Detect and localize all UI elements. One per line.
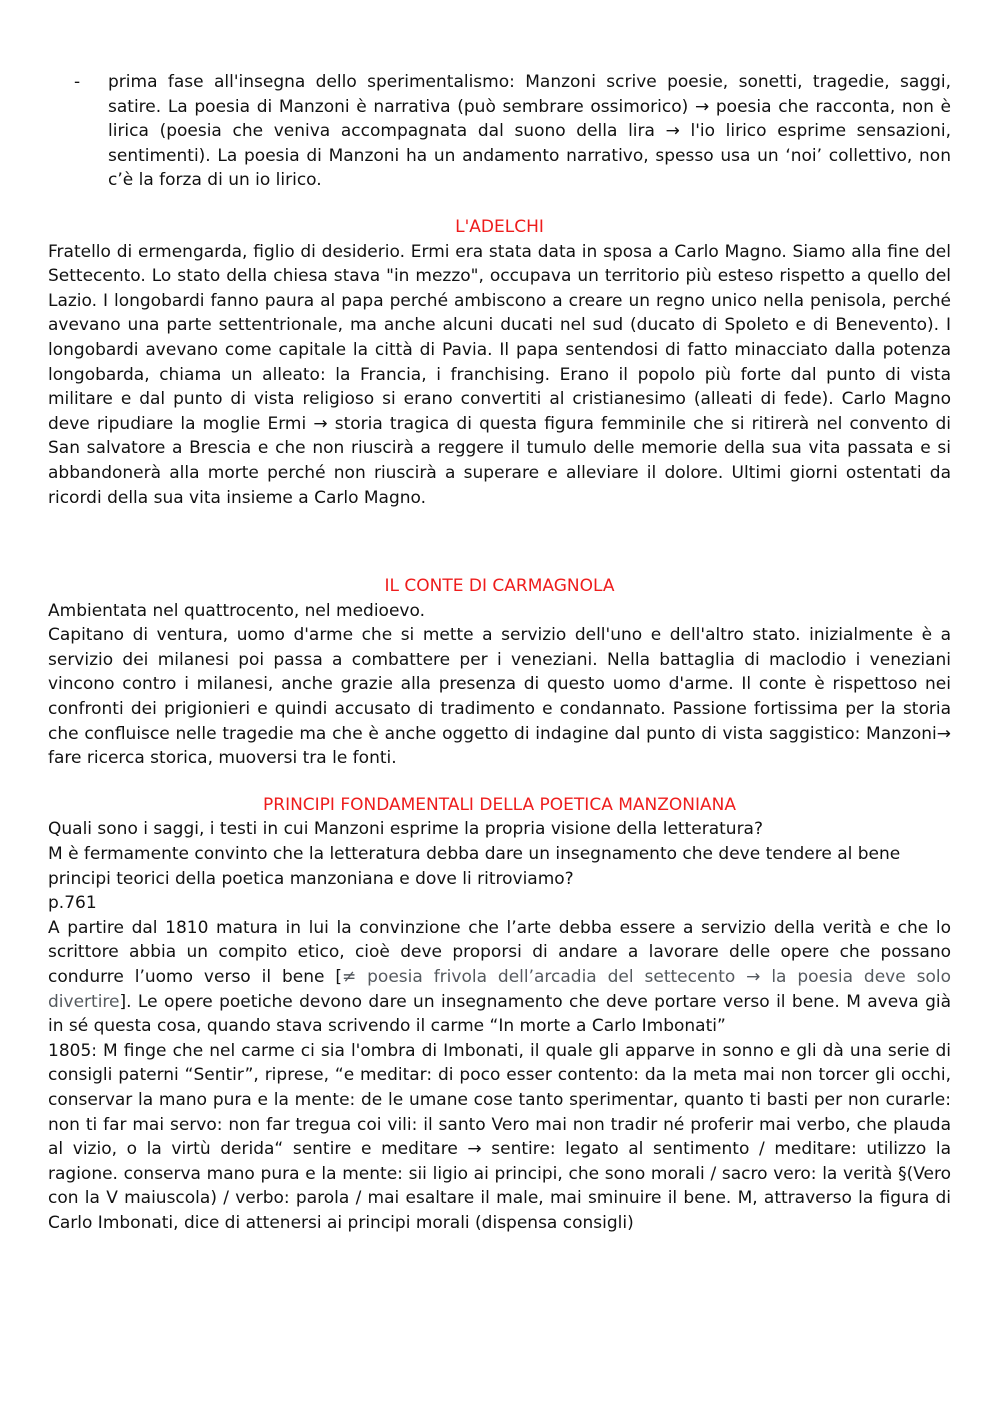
section-adelchi	[48, 215, 951, 510]
section-heading-principi: PRINCIPI FONDAMENTALI DELLA POETICA MANZONIANA	[263, 794, 736, 815]
paragraph-verita-end: ]. Le opere poetiche devono dare un insegnamento che deve portare verso il bene. M aveva già in sé questa cosa, quando stava scrivendo il carme “In morte a Carlo Imbonati”	[48, 991, 951, 1037]
paragraph-verita	[48, 916, 951, 1039]
paragraph-adelchi: Fratello di ermengarda, figlio di desiderio. Ermi era stata data in sposa a Carlo Magno. Siamo alla fine del Settecento. Lo stato della chiesa stava "in mezzo", occupava un territorio più esteso rispetto a quello del Lazio. I longobardi fanno paura al papa perché ambiscono a creare un regno unico nella penisola, perché avevano una parte settentrionale, ma anche alcuni ducati nel sud (ducato di Spoleto e di Benevento). I longobardi avevano come capitale la città di Pavia. Il papa sentendosi di fatto minacciato dalla potenza longobarda, chiama un alleato: la Francia, i franchising. Erano il popolo più forte dal punto di vista militare e dal punto di vista religioso si erano convertiti al cristianesimo (alleati di fede). Carlo Magno deve ripudiare la moglie Ermi → storia tragica di questa figura femminile che si ritirerà nel convento di San salvatore a Brescia e che non riuscirà a reggere il tumulo delle memorie della sua vita passata e si abbandonerà alla morte perché non riuscirà a superare e alleviare il dolore. Ultimi giorni ostentati da ricordi della sua vita insieme a Carlo Magno.	[48, 241, 951, 508]
page-reference: p.761	[48, 893, 97, 914]
paragraph-carmagnola: Capitano di ventura, uomo d'arme che si mette a servizio dell'uno e dell'altro stato. inizialmente è a servizio dei milanesi poi passa a combattere per i veneziani. Nella battaglia di maclodio i veneziani vincono contro i milanesi, anche grazie alla presenza di questo uomo d'arme. Il conte è rispettoso nei confronti dei prigionieri e quindi accusato di tradimento e condannato. Passione fortissima per la storia che confluisce nelle tragedie ma che è anche oggetto di indagine dal punto di vista saggistico: Manzoni→ fare ricerca storica, muoversi tra le fonti.	[48, 625, 951, 769]
document-page	[48, 70, 951, 1236]
note-arcadia: ≠ poesia frivola dell’arcadia del settecento → la poesia deve solo divertire	[48, 967, 951, 1012]
paragraph-imbonati: 1805: M finge che nel carme ci sia l'ombra di Imbonati, il quale gli apparve in sonno e gli dà una serie di consigli paterni “Sentir”, riprese, “e meditar: di poco esser contento: da la meta mai non torcer gli occhi, conservar la mano pura e la mente: de le umane cose tanto sperimentar, quanto ti basti per non curarle: non ti far mai servo: non far tregua coi vili: il santo Vero mai non tradir né proferir mai verbo, che plauda al vizio, o la virtù derida“ sentire e meditare → sentire: legato al sentimento / meditare: utilizzo la ragione. conserva mano pura e la mente: sii ligio ai principi, che sono morali / sacro vero: la verità §(Vero con la V maiuscola) / verbo: parola / mai esaltare il male, mai sminuire il bene. M, attraverso la figura di Carlo Imbonati, dice di attenersi ai principi morali (dispensa consigli)	[48, 1040, 951, 1233]
question-principi: principi teorici della poetica manzoniana e dove li ritroviamo?	[48, 868, 574, 889]
section-carmagnola	[48, 574, 951, 771]
question-saggi: Quali sono i saggi, i testi in cui Manzoni esprime la propria visione della letteratura?	[48, 819, 763, 840]
section-principi	[48, 793, 951, 1236]
section-heading-carmagnola: IL CONTE DI CARMAGNOLA	[384, 576, 615, 597]
answer-insegnamento: M è fermamente convinto che la letteratura debba dare un insegnamento che deve tendere al bene	[48, 844, 901, 865]
bullet-marker: -	[74, 72, 81, 92]
bullet-item	[74, 70, 951, 193]
bullet-text: prima fase all'insegna dello sperimentalismo: Manzoni scrive poesie, sonetti, tragedie, saggi, satire. La poesia di Manzoni è narrativa (può sembrare ossimorico) → poesia che racconta, non è lirica (poesia che veniva accompagnata dal suono della lira → l'io lirico esprime sensazioni, sentimenti). La poesia di Manzoni ha un andamento narrativo, spesso usa un ‘noi’ collettivo, non c’è la forza di un io lirico.	[108, 72, 951, 191]
paragraph-carmagnola-intro: Ambientata nel quattrocento, nel medioevo.	[48, 600, 425, 621]
section-heading-adelchi: L'ADELCHI	[455, 216, 544, 237]
paragraph-verita-start: A partire dal 1810 matura in lui la convinzione che l’arte debba essere a servizio della verità e che lo scrittore abbia un compito etico, cioè deve proporsi di andare a lavorare delle opere che possano condurre l’uomo verso il bene [	[48, 917, 951, 987]
